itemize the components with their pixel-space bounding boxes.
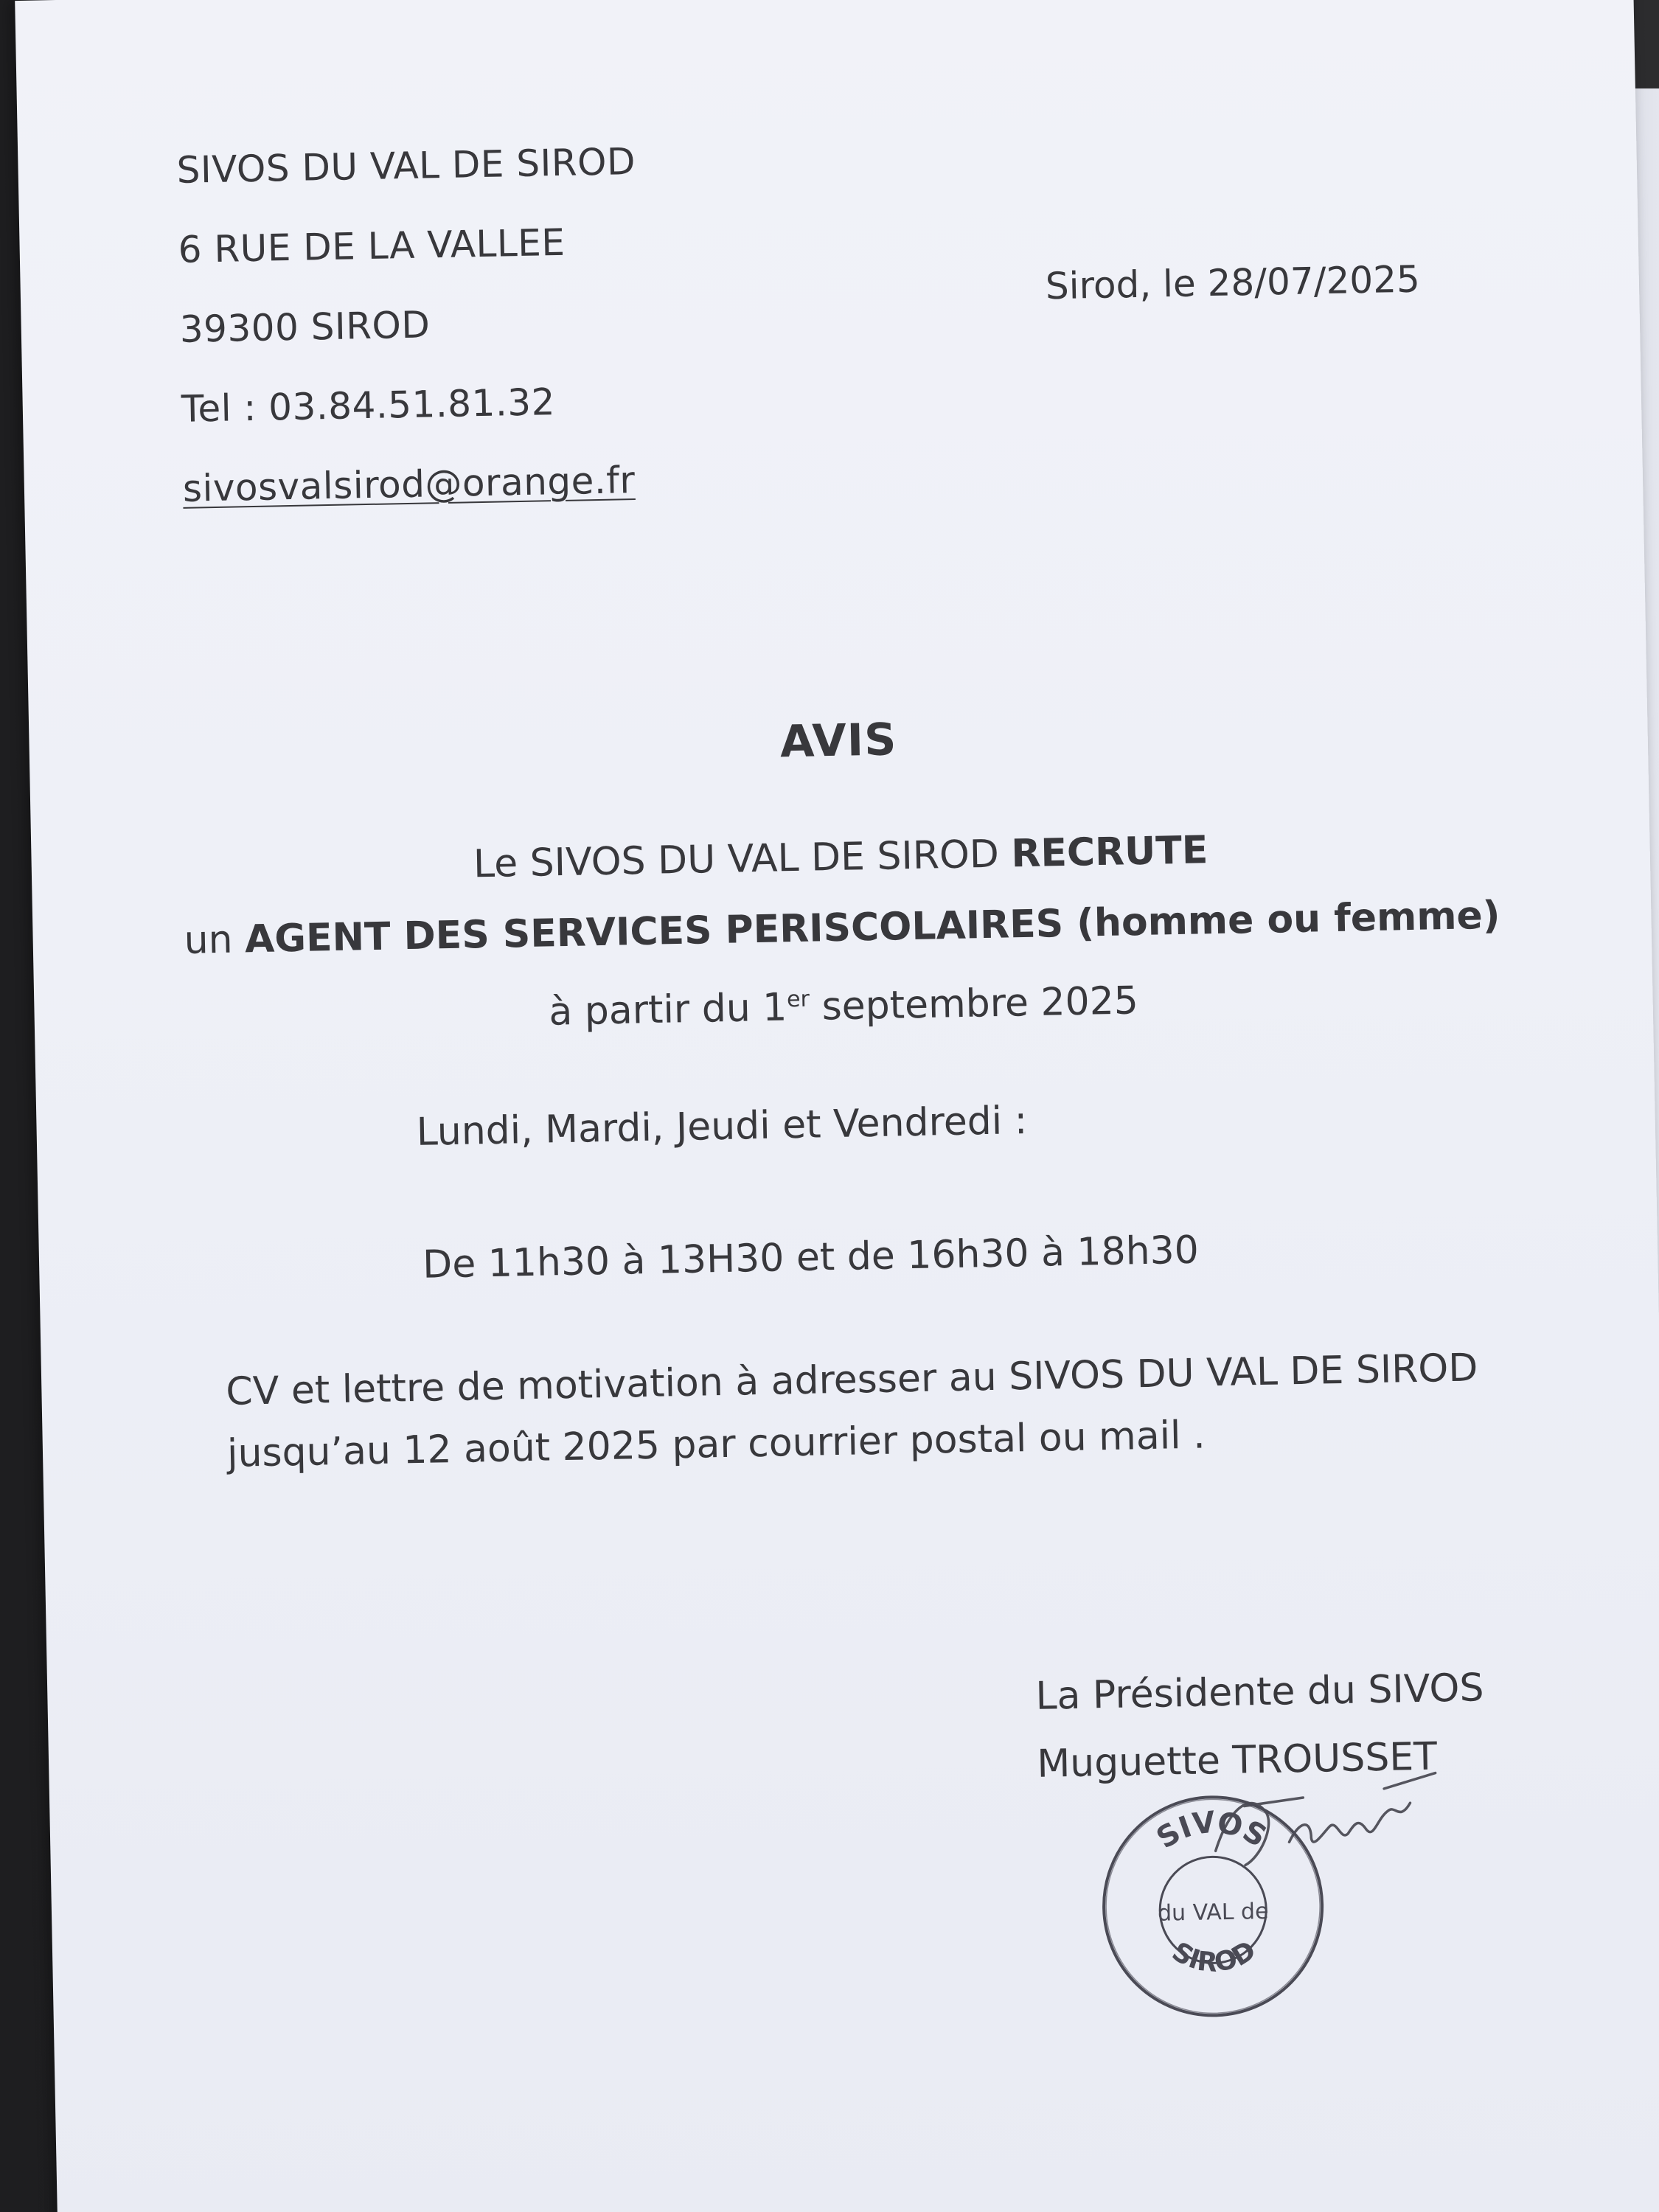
sender-phone: Tel : 03.84.51.81.32 bbox=[181, 380, 556, 431]
letter-page bbox=[15, 0, 1659, 2212]
stamp-middle-text: du VAL de bbox=[1157, 1898, 1269, 1927]
stamp-top-text: SIVOS bbox=[1150, 1805, 1273, 1856]
announcement-start-suffix: septembre 2025 bbox=[809, 978, 1139, 1029]
schedule-days: Lundi, Mardi, Jeudi et Vendredi : bbox=[416, 1098, 1028, 1155]
instructions-line-2: jusqu’au 12 août 2025 par courrier postal ou mail . bbox=[226, 1413, 1206, 1476]
application-instructions bbox=[226, 1337, 1480, 1485]
letter-date: Sirod, le 28/07/2025 bbox=[1045, 257, 1421, 308]
sender-email-link[interactable]: sivosvalsirod@orange.fr bbox=[182, 459, 636, 510]
instructions-line-1: CV et lettre de motivation à adresser au SIVOS DU VAL DE SIROD bbox=[225, 1346, 1478, 1414]
announcement-line-2-text: un bbox=[184, 917, 246, 963]
announcement-block bbox=[31, 807, 1653, 1057]
announcement-recrute: RECRUTE bbox=[1010, 828, 1208, 877]
schedule-hours: De 11h30 à 13H30 et de 16h30 à 18h30 bbox=[422, 1228, 1200, 1287]
notice-title: AVIS bbox=[779, 714, 898, 768]
announcement-job-title: AGENT DES SERVICES PERISCOLAIRES (homme ou femme) bbox=[244, 893, 1501, 962]
sender-address-block bbox=[176, 122, 643, 529]
sender-name: SIVOS DU VAL DE SIROD bbox=[176, 139, 636, 192]
announcement-start-prefix: à partir du 1 bbox=[548, 985, 787, 1034]
signatory-name: Muguette TROUSSET bbox=[1036, 1734, 1438, 1787]
sender-city: 39300 SIROD bbox=[179, 303, 431, 351]
sender-street: 6 RUE DE LA VALLEE bbox=[178, 220, 566, 271]
announcement-start-ordinal: er bbox=[786, 986, 810, 1013]
official-stamp bbox=[1093, 1786, 1333, 2026]
stamp-bottom-text: SIROD bbox=[1166, 1935, 1262, 1979]
announcement-line-1-text: Le SIVOS DU VAL DE SIROD bbox=[473, 832, 1012, 887]
signatory-role: La Présidente du SIVOS bbox=[1035, 1666, 1484, 1719]
